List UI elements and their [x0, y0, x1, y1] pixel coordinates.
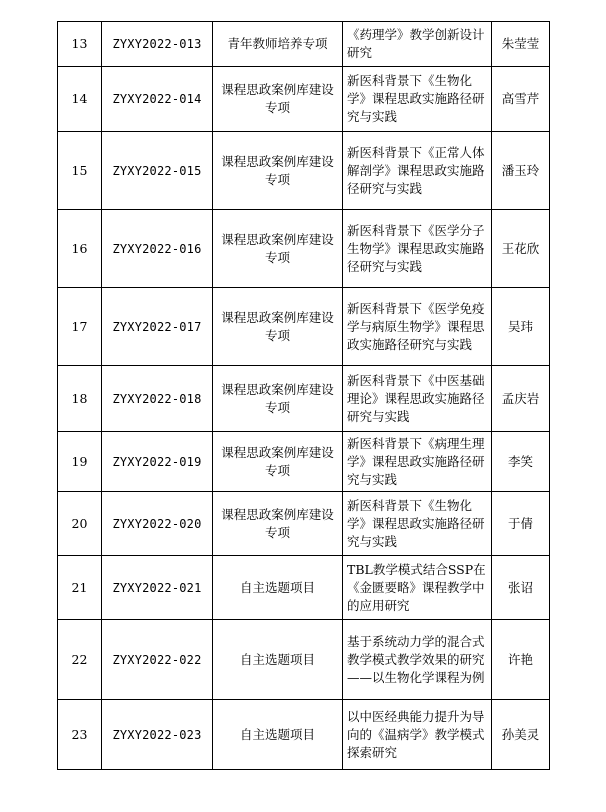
project-type [213, 620, 343, 700]
row-number: 18 [58, 366, 102, 432]
table-row [58, 132, 550, 210]
project-leader: 张诏 [492, 556, 550, 620]
table-row [58, 210, 550, 288]
project-type-text: 青年教师培养专项 [227, 36, 328, 51]
project-type-text: 自主选题项目 [239, 726, 315, 742]
project-title-text: 以中医经典能力提升为导向的《温病学》教学模式探索研究 [347, 708, 485, 760]
table-row [58, 67, 550, 132]
project-title [343, 432, 492, 492]
project-type [213, 366, 343, 432]
row-number: 14 [58, 67, 102, 132]
project-leader: 孟庆岩 [492, 366, 550, 432]
project-type-text: 课程思政案例库建设专项 [221, 309, 334, 343]
project-code: ZYXY2022-022 [102, 620, 213, 700]
project-title [343, 132, 492, 210]
project-title-text: 新医科背景下《病理生理学》课程思政实施路径研究与实践 [347, 435, 485, 487]
project-type [213, 556, 343, 620]
row-number: 19 [58, 432, 102, 492]
project-leader: 许艳 [492, 620, 550, 700]
project-type [213, 288, 343, 366]
project-code: ZYXY2022-023 [102, 700, 213, 770]
project-title-text: 新医科背景下《医学免疫学与病原生物学》课程思政实施路径研究与实践 [347, 300, 485, 352]
project-leader: 孙美灵 [492, 700, 550, 770]
project-title [343, 492, 492, 556]
project-code: ZYXY2022-016 [102, 210, 213, 288]
project-leader: 潘玉玲 [492, 132, 550, 210]
project-title [343, 67, 492, 132]
project-type-text: 自主选题项目 [239, 651, 315, 667]
project-type [213, 492, 343, 556]
project-type [213, 210, 343, 288]
project-type [213, 432, 343, 492]
project-type-text: 课程思政案例库建设专项 [221, 153, 334, 187]
row-number: 20 [58, 492, 102, 556]
project-type-text: 课程思政案例库建设专项 [221, 381, 334, 415]
project-title-text: TBL教学模式结合SSP在《金匮要略》课程教学中的应用研究 [347, 561, 486, 613]
project-table-body [58, 22, 550, 770]
project-title [343, 620, 492, 700]
project-type-text: 课程思政案例库建设专项 [221, 231, 334, 265]
project-code: ZYXY2022-020 [102, 492, 213, 556]
project-title-text: 新医科背景下《医学分子生物学》课程思政实施路径研究与实践 [347, 222, 485, 274]
project-leader: 吴玮 [492, 288, 550, 366]
row-number: 16 [58, 210, 102, 288]
project-type-text: 课程思政案例库建设专项 [221, 444, 334, 478]
project-code: ZYXY2022-019 [102, 432, 213, 492]
project-title [343, 700, 492, 770]
project-title [343, 366, 492, 432]
project-title-text: 新医科背景下《生物化学》课程思政实施路径研究与实践 [347, 497, 485, 549]
table-row [58, 620, 550, 700]
project-type [213, 22, 343, 67]
table-row [58, 492, 550, 556]
project-type-text: 自主选题项目 [239, 579, 315, 595]
project-title [343, 22, 492, 67]
project-code: ZYXY2022-014 [102, 67, 213, 132]
project-leader: 李笑 [492, 432, 550, 492]
project-code: ZYXY2022-015 [102, 132, 213, 210]
project-leader: 朱莹莹 [492, 22, 550, 67]
table-row [58, 556, 550, 620]
row-number: 13 [58, 22, 102, 67]
project-type [213, 67, 343, 132]
table-row [58, 288, 550, 366]
project-leader: 高雪芹 [492, 67, 550, 132]
project-type [213, 700, 343, 770]
project-table [57, 21, 550, 770]
project-code: ZYXY2022-013 [102, 22, 213, 67]
project-type [213, 132, 343, 210]
project-leader: 王花欣 [492, 210, 550, 288]
project-title [343, 288, 492, 366]
row-number: 17 [58, 288, 102, 366]
table-row [58, 366, 550, 432]
project-code: ZYXY2022-018 [102, 366, 213, 432]
row-number: 21 [58, 556, 102, 620]
project-leader: 于倩 [492, 492, 550, 556]
project-code: ZYXY2022-017 [102, 288, 213, 366]
project-type-text: 课程思政案例库建设专项 [221, 506, 334, 540]
project-type-text: 课程思政案例库建设专项 [221, 82, 334, 115]
row-number: 15 [58, 132, 102, 210]
table-row [58, 22, 550, 67]
project-title-text: 新医科背景下《中医基础理论》课程思政实施路径研究与实践 [347, 372, 485, 424]
row-number: 22 [58, 620, 102, 700]
project-title [343, 210, 492, 288]
row-number: 23 [58, 700, 102, 770]
project-title-text: 基于系统动力学的混合式教学模式教学效果的研究——以生物化学课程为例 [347, 633, 485, 685]
table-row [58, 432, 550, 492]
project-title-text: 新医科背景下《生物化学》课程思政实施路径研究与实践 [347, 73, 485, 124]
project-code: ZYXY2022-021 [102, 556, 213, 620]
project-title-text: 新医科背景下《正常人体解剖学》课程思政实施路径研究与实践 [347, 144, 485, 196]
project-title-text: 《药理学》教学创新设计研究 [347, 27, 485, 60]
project-title [343, 556, 492, 620]
table-row [58, 700, 550, 770]
